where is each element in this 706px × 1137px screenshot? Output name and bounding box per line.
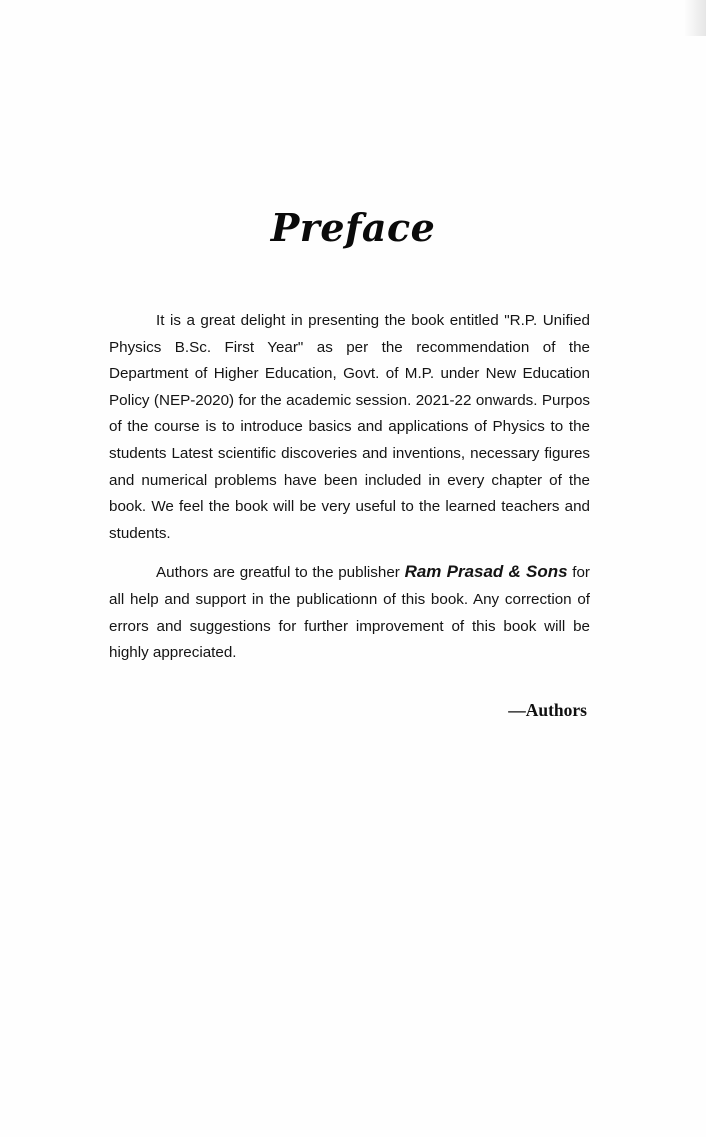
acknowledgement-tail-text: for all help and support in the publicationn of this book. Any correction of errors and suggestions for further improvement of this book will be highly appreciated. (109, 564, 590, 662)
paragraph-intro: It is a great delight in presenting the book entitled "R.P. Unified Physics B.Sc. First Year" as per the recommendation of the Department of Higher Education, Govt. of M.P. under New Education Policy (NEP-2020) for the academic session. 2021-22 onwards. Purpos of the course is to introduce basics and applications of Physics to the students Latest scientific discoveries and inventions, necessary figures and numerical problems have been included in every chapter of the book. We feel the book will be very useful to the learned teachers and students. (109, 312, 590, 542)
page-title: Preface (270, 205, 436, 250)
paragraph-acknowledgement (109, 559, 590, 666)
page-edge-shadow (684, 0, 706, 36)
signature: —Authors (508, 700, 587, 720)
publisher-name: Ram Prasad & Sons (404, 562, 568, 582)
preface-body (109, 308, 590, 667)
acknowledgement-lead-text: Authors are greatful to the publisher (156, 564, 405, 582)
